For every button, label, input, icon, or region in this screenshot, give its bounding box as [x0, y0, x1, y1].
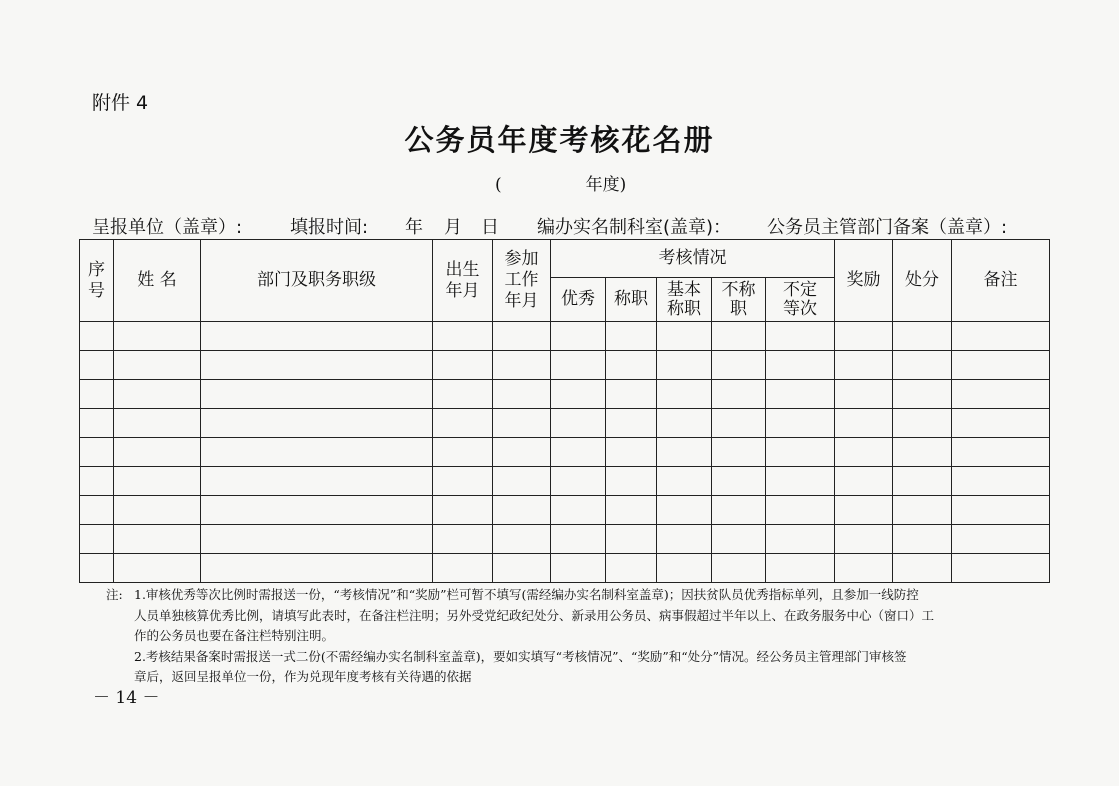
header-undetermined: 不定等次 [766, 278, 835, 322]
year-line [495, 170, 626, 195]
table-cell[interactable] [893, 380, 952, 409]
table-cell[interactable] [766, 467, 835, 496]
header-remarks: 备注 [952, 240, 1050, 322]
table-cell[interactable] [835, 496, 893, 525]
table-cell[interactable] [952, 409, 1050, 438]
table-cell[interactable] [893, 438, 952, 467]
notes-prefix: 注: [106, 587, 123, 602]
attachment-label: 附件 4 [92, 92, 149, 114]
table-row [80, 322, 1050, 351]
table-row [80, 409, 1050, 438]
table-cell[interactable] [551, 380, 606, 409]
table-cell[interactable] [551, 322, 606, 351]
note-2-line-2: 章后，返回呈报单位一份，作为兑现年度考核有关待遇的依据 [134, 669, 472, 684]
table-row [80, 525, 1050, 554]
table-cell[interactable] [657, 525, 712, 554]
table-cell[interactable] [766, 380, 835, 409]
table-cell[interactable] [712, 351, 766, 380]
table-cell[interactable] [201, 380, 433, 409]
table-cell[interactable] [952, 351, 1050, 380]
table-cell[interactable] [893, 554, 952, 583]
table-cell[interactable] [657, 554, 712, 583]
note-2-line-1: 2.考核结果备案时需报送一式二份(不需经编办实名制科室盖章)，要如实填写“考核情况”、“奖励”和“处分”情况。经公务员主管理部门审核签 [134, 648, 907, 664]
table-cell[interactable] [766, 409, 835, 438]
table-cell[interactable] [835, 554, 893, 583]
table-cell[interactable] [606, 438, 657, 467]
table-cell[interactable] [606, 496, 657, 525]
table-cell[interactable] [657, 496, 712, 525]
table-cell[interactable] [606, 322, 657, 351]
table-cell[interactable] [893, 496, 952, 525]
table-cell[interactable] [114, 496, 201, 525]
table-cell[interactable] [657, 409, 712, 438]
table-cell[interactable] [551, 554, 606, 583]
header-row-top [80, 240, 1050, 278]
table-cell[interactable] [551, 351, 606, 380]
table-cell[interactable] [493, 496, 551, 525]
table-cell[interactable] [835, 380, 893, 409]
table-row [80, 467, 1050, 496]
table-cell[interactable] [657, 351, 712, 380]
table-cell[interactable] [201, 554, 433, 583]
header-incompetent: 不称职 [712, 278, 766, 322]
header-basically-competent: 基本称职 [657, 278, 712, 322]
table-cell[interactable] [114, 438, 201, 467]
table-cell[interactable] [551, 409, 606, 438]
table-cell[interactable] [114, 380, 201, 409]
table-cell[interactable] [766, 438, 835, 467]
table-cell[interactable] [433, 409, 493, 438]
table-cell[interactable] [551, 467, 606, 496]
table-cell[interactable] [201, 467, 433, 496]
table-cell[interactable] [952, 438, 1050, 467]
header-excellent: 优秀 [551, 278, 606, 322]
table-cell[interactable] [80, 380, 114, 409]
header-seq: 序号 [80, 240, 114, 322]
header-work-start: 参加工作年月 [493, 240, 551, 322]
header-rewards: 奖励 [835, 240, 893, 322]
note-1-line-3: 作的公务员也要在备注栏特别注明。 [134, 628, 335, 643]
table-cell[interactable] [835, 322, 893, 351]
table-cell[interactable] [657, 438, 712, 467]
header-name: 姓 名 [114, 240, 201, 322]
staffing-office-label: 编办实名制科室(盖章)： [537, 217, 732, 238]
table-cell[interactable] [952, 322, 1050, 351]
table-cell[interactable] [493, 525, 551, 554]
table-cell[interactable] [606, 409, 657, 438]
table-cell[interactable] [201, 438, 433, 467]
table-cell[interactable] [893, 525, 952, 554]
table-row [80, 351, 1050, 380]
table-cell[interactable] [835, 351, 893, 380]
table-cell[interactable] [893, 409, 952, 438]
table-cell[interactable] [712, 554, 766, 583]
table-cell[interactable] [114, 467, 201, 496]
table-cell[interactable] [712, 438, 766, 467]
table-cell[interactable] [606, 554, 657, 583]
table-cell[interactable] [80, 467, 114, 496]
header-sanctions: 处分 [893, 240, 952, 322]
table-cell[interactable] [712, 409, 766, 438]
table-cell[interactable] [493, 380, 551, 409]
table-cell[interactable] [712, 467, 766, 496]
header-dept-position: 部门及职务职级 [201, 240, 433, 322]
note-1-line-2: 人员单独核算优秀比例，请填写此表时，在备注栏注明；另外受党纪政纪处分、新录用公务员、病事假超过半年以上、在政务服务中心（窗口）工 [134, 607, 935, 623]
header-birth-date: 出生年月 [433, 240, 493, 322]
table-cell[interactable] [835, 438, 893, 467]
table-cell[interactable] [551, 496, 606, 525]
table-cell[interactable] [493, 409, 551, 438]
table-cell[interactable] [952, 525, 1050, 554]
table-cell[interactable] [657, 380, 712, 409]
table-cell[interactable] [80, 322, 114, 351]
table-cell[interactable] [493, 322, 551, 351]
table-cell[interactable] [712, 496, 766, 525]
page-number: － 14 － [93, 688, 160, 708]
table-cell[interactable] [712, 322, 766, 351]
table-cell[interactable] [201, 322, 433, 351]
table-cell[interactable] [80, 496, 114, 525]
table-cell[interactable] [433, 351, 493, 380]
notes-block [106, 585, 1051, 688]
table-cell[interactable] [893, 351, 952, 380]
table-cell[interactable] [114, 351, 201, 380]
table-cell[interactable] [80, 525, 114, 554]
table-cell[interactable] [80, 438, 114, 467]
supervisor-dept-label: 公务员主管部门备案（盖章）: [767, 217, 1008, 238]
table-cell[interactable] [952, 496, 1050, 525]
table-cell[interactable] [201, 525, 433, 554]
table-cell[interactable] [952, 467, 1050, 496]
table-cell[interactable] [835, 467, 893, 496]
table-cell[interactable] [893, 467, 952, 496]
table-cell[interactable] [433, 380, 493, 409]
fill-time-label: 填报时间: [290, 217, 369, 238]
table-row [80, 496, 1050, 525]
table-cell[interactable] [80, 351, 114, 380]
note-1-line-1: 1.审核优秀等次比例时需报送一份，“考核情况”和“奖励”栏可暂不填写(需经编办实名制科室盖章)；因扶贫队员优秀指标单列，且参加一线防控 [134, 587, 919, 602]
table-cell[interactable] [493, 467, 551, 496]
table-cell[interactable] [433, 554, 493, 583]
table-cell[interactable] [606, 351, 657, 380]
table-cell[interactable] [766, 554, 835, 583]
table-cell[interactable] [657, 467, 712, 496]
table-cell[interactable] [493, 438, 551, 467]
month-field-label: 月 [444, 217, 462, 238]
table-cell[interactable] [606, 380, 657, 409]
table-cell[interactable] [114, 409, 201, 438]
table-row [80, 380, 1050, 409]
table-cell[interactable] [114, 525, 201, 554]
table-cell[interactable] [952, 380, 1050, 409]
table-cell[interactable] [657, 322, 712, 351]
table-cell[interactable] [201, 351, 433, 380]
table-cell[interactable] [551, 525, 606, 554]
table-cell[interactable] [201, 409, 433, 438]
header-assessment: 考核情况 [551, 240, 835, 278]
table-cell[interactable] [493, 351, 551, 380]
table-cell[interactable] [114, 554, 201, 583]
table-cell[interactable] [766, 351, 835, 380]
table-cell[interactable] [114, 322, 201, 351]
table-cell[interactable] [766, 496, 835, 525]
header-competent: 称职 [606, 278, 657, 322]
year-label: 年度) [585, 175, 627, 195]
roster-table [79, 239, 1050, 583]
table-cell[interactable] [606, 525, 657, 554]
table-cell[interactable] [551, 438, 606, 467]
table-cell[interactable] [433, 438, 493, 467]
table-row [80, 438, 1050, 467]
table-cell[interactable] [433, 525, 493, 554]
table-cell[interactable] [766, 525, 835, 554]
table-cell[interactable] [80, 554, 114, 583]
table-cell[interactable] [433, 322, 493, 351]
table-cell[interactable] [712, 525, 766, 554]
table-cell[interactable] [835, 409, 893, 438]
table-cell[interactable] [893, 322, 952, 351]
reporting-unit-label: 呈报单位（盖章）: [92, 217, 243, 238]
table-cell[interactable] [80, 409, 114, 438]
table-cell[interactable] [433, 496, 493, 525]
table-cell[interactable] [201, 496, 433, 525]
table-cell[interactable] [712, 380, 766, 409]
page-title: 公务员年度考核花名册 [404, 123, 715, 157]
table-cell[interactable] [766, 322, 835, 351]
year-field-label: 年 [405, 217, 423, 238]
table-cell[interactable] [433, 467, 493, 496]
table-cell[interactable] [952, 554, 1050, 583]
table-row [80, 554, 1050, 583]
year-open-paren: ( [495, 175, 502, 195]
table-cell[interactable] [835, 525, 893, 554]
table-cell[interactable] [606, 467, 657, 496]
day-field-label: 日 [481, 217, 499, 238]
table-cell[interactable] [493, 554, 551, 583]
